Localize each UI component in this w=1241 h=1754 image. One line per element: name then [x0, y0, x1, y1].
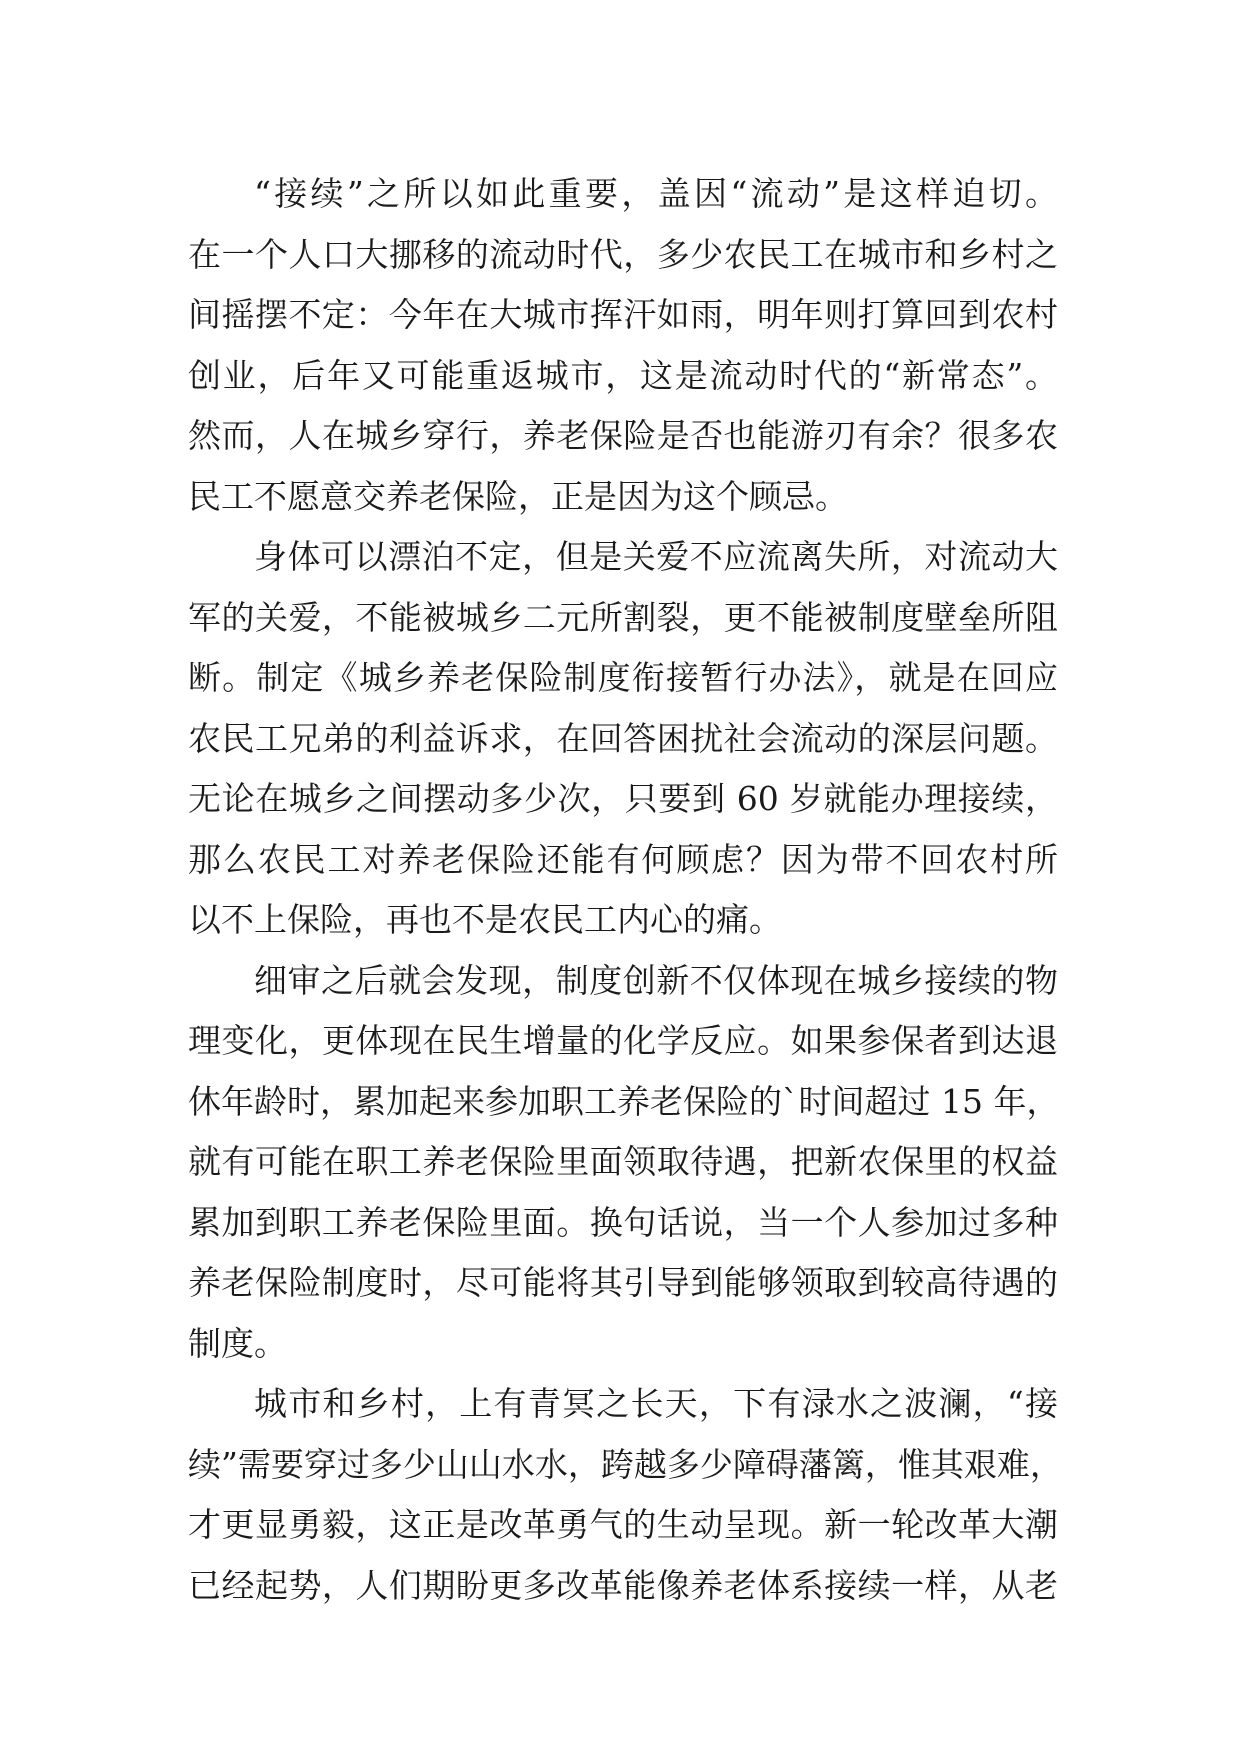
- text-line: 身体可以漂泊不定，但是关爱不应流离失所，对流动大: [254, 537, 1058, 576]
- text-line: 农民工兄弟的利益诉求，在回答困扰社会流动的深层问题。: [188, 718, 1058, 758]
- text-line: 细审之后就会发现，制度创新不仅体现在城乡接续的物: [254, 960, 1058, 1000]
- text-line: 断。制定《城乡养老保险制度衔接暂行办法》，就是在回应: [188, 658, 1058, 697]
- text-line: 累加到职工养老保险里面。换句话说，当一个人参加过多种: [188, 1202, 1058, 1242]
- text-line: 就有可能在职工养老保险里面领取待遇，把新农保里的权益: [188, 1142, 1058, 1181]
- text-line: 无论在城乡之间摆动多少次，只要到 60 岁就能办理接续，: [188, 779, 1058, 818]
- text-line: 理变化，更体现在民生增量的化学反应。如果参保者到达退: [188, 1021, 1058, 1060]
- text-line: 制度。: [188, 1323, 287, 1363]
- text-line: 民工不愿意交养老保险，正是因为这个顾忌。: [188, 476, 848, 516]
- text-line: 那么农民工对养老保险还能有何顾虑？因为带不回农村所: [188, 839, 1058, 879]
- text-line: 以不上保险，再也不是农民工内心的痛。: [188, 900, 782, 939]
- text-line: 休年龄时，累加起来参加职工养老保险的`时间超过 15 年，: [188, 1081, 1060, 1121]
- paragraph-3: [188, 951, 1058, 1375]
- paragraph-4: [188, 1374, 1063, 1616]
- text-line: 在一个人口大挪移的流动时代，多少农民工在城市和乡村之: [188, 234, 1058, 274]
- text-line: 才更显勇毅，这正是改革勇气的生动呈现。新一轮改革大潮: [188, 1505, 1058, 1544]
- text-line: “接续”之所以如此重要，盖因“流动”是这样迫切。: [254, 174, 1058, 213]
- paragraph-2: [188, 527, 1058, 951]
- text-line: 城市和乡村，上有青冥之长天，下有渌水之波澜，“接: [254, 1384, 1058, 1423]
- text-line: 创业，后年又可能重返城市，这是流动时代的“新常态”。: [188, 355, 1058, 395]
- text-line: 养老保险制度时，尽可能将其引导到能够领取到较高待遇的: [188, 1263, 1058, 1302]
- text-line: 然而，人在城乡穿行，养老保险是否也能游刃有余？很多农: [188, 416, 1058, 455]
- article-body: [188, 164, 1063, 1616]
- text-line: 续”需要穿过多少山山水水，跨越多少障碍藩篱，惟其艰难，: [188, 1444, 1063, 1484]
- text-line: 间摇摆不定：今年在大城市挥汗如雨，明年则打算回到农村: [188, 295, 1058, 334]
- text-line: 军的关爱，不能被城乡二元所割裂，更不能被制度壁垒所阻: [188, 597, 1058, 637]
- text-line: 已经起势，人们期盼更多改革能像养老体系接续一样，从老: [188, 1565, 1058, 1605]
- paragraph-1: [188, 164, 1058, 527]
